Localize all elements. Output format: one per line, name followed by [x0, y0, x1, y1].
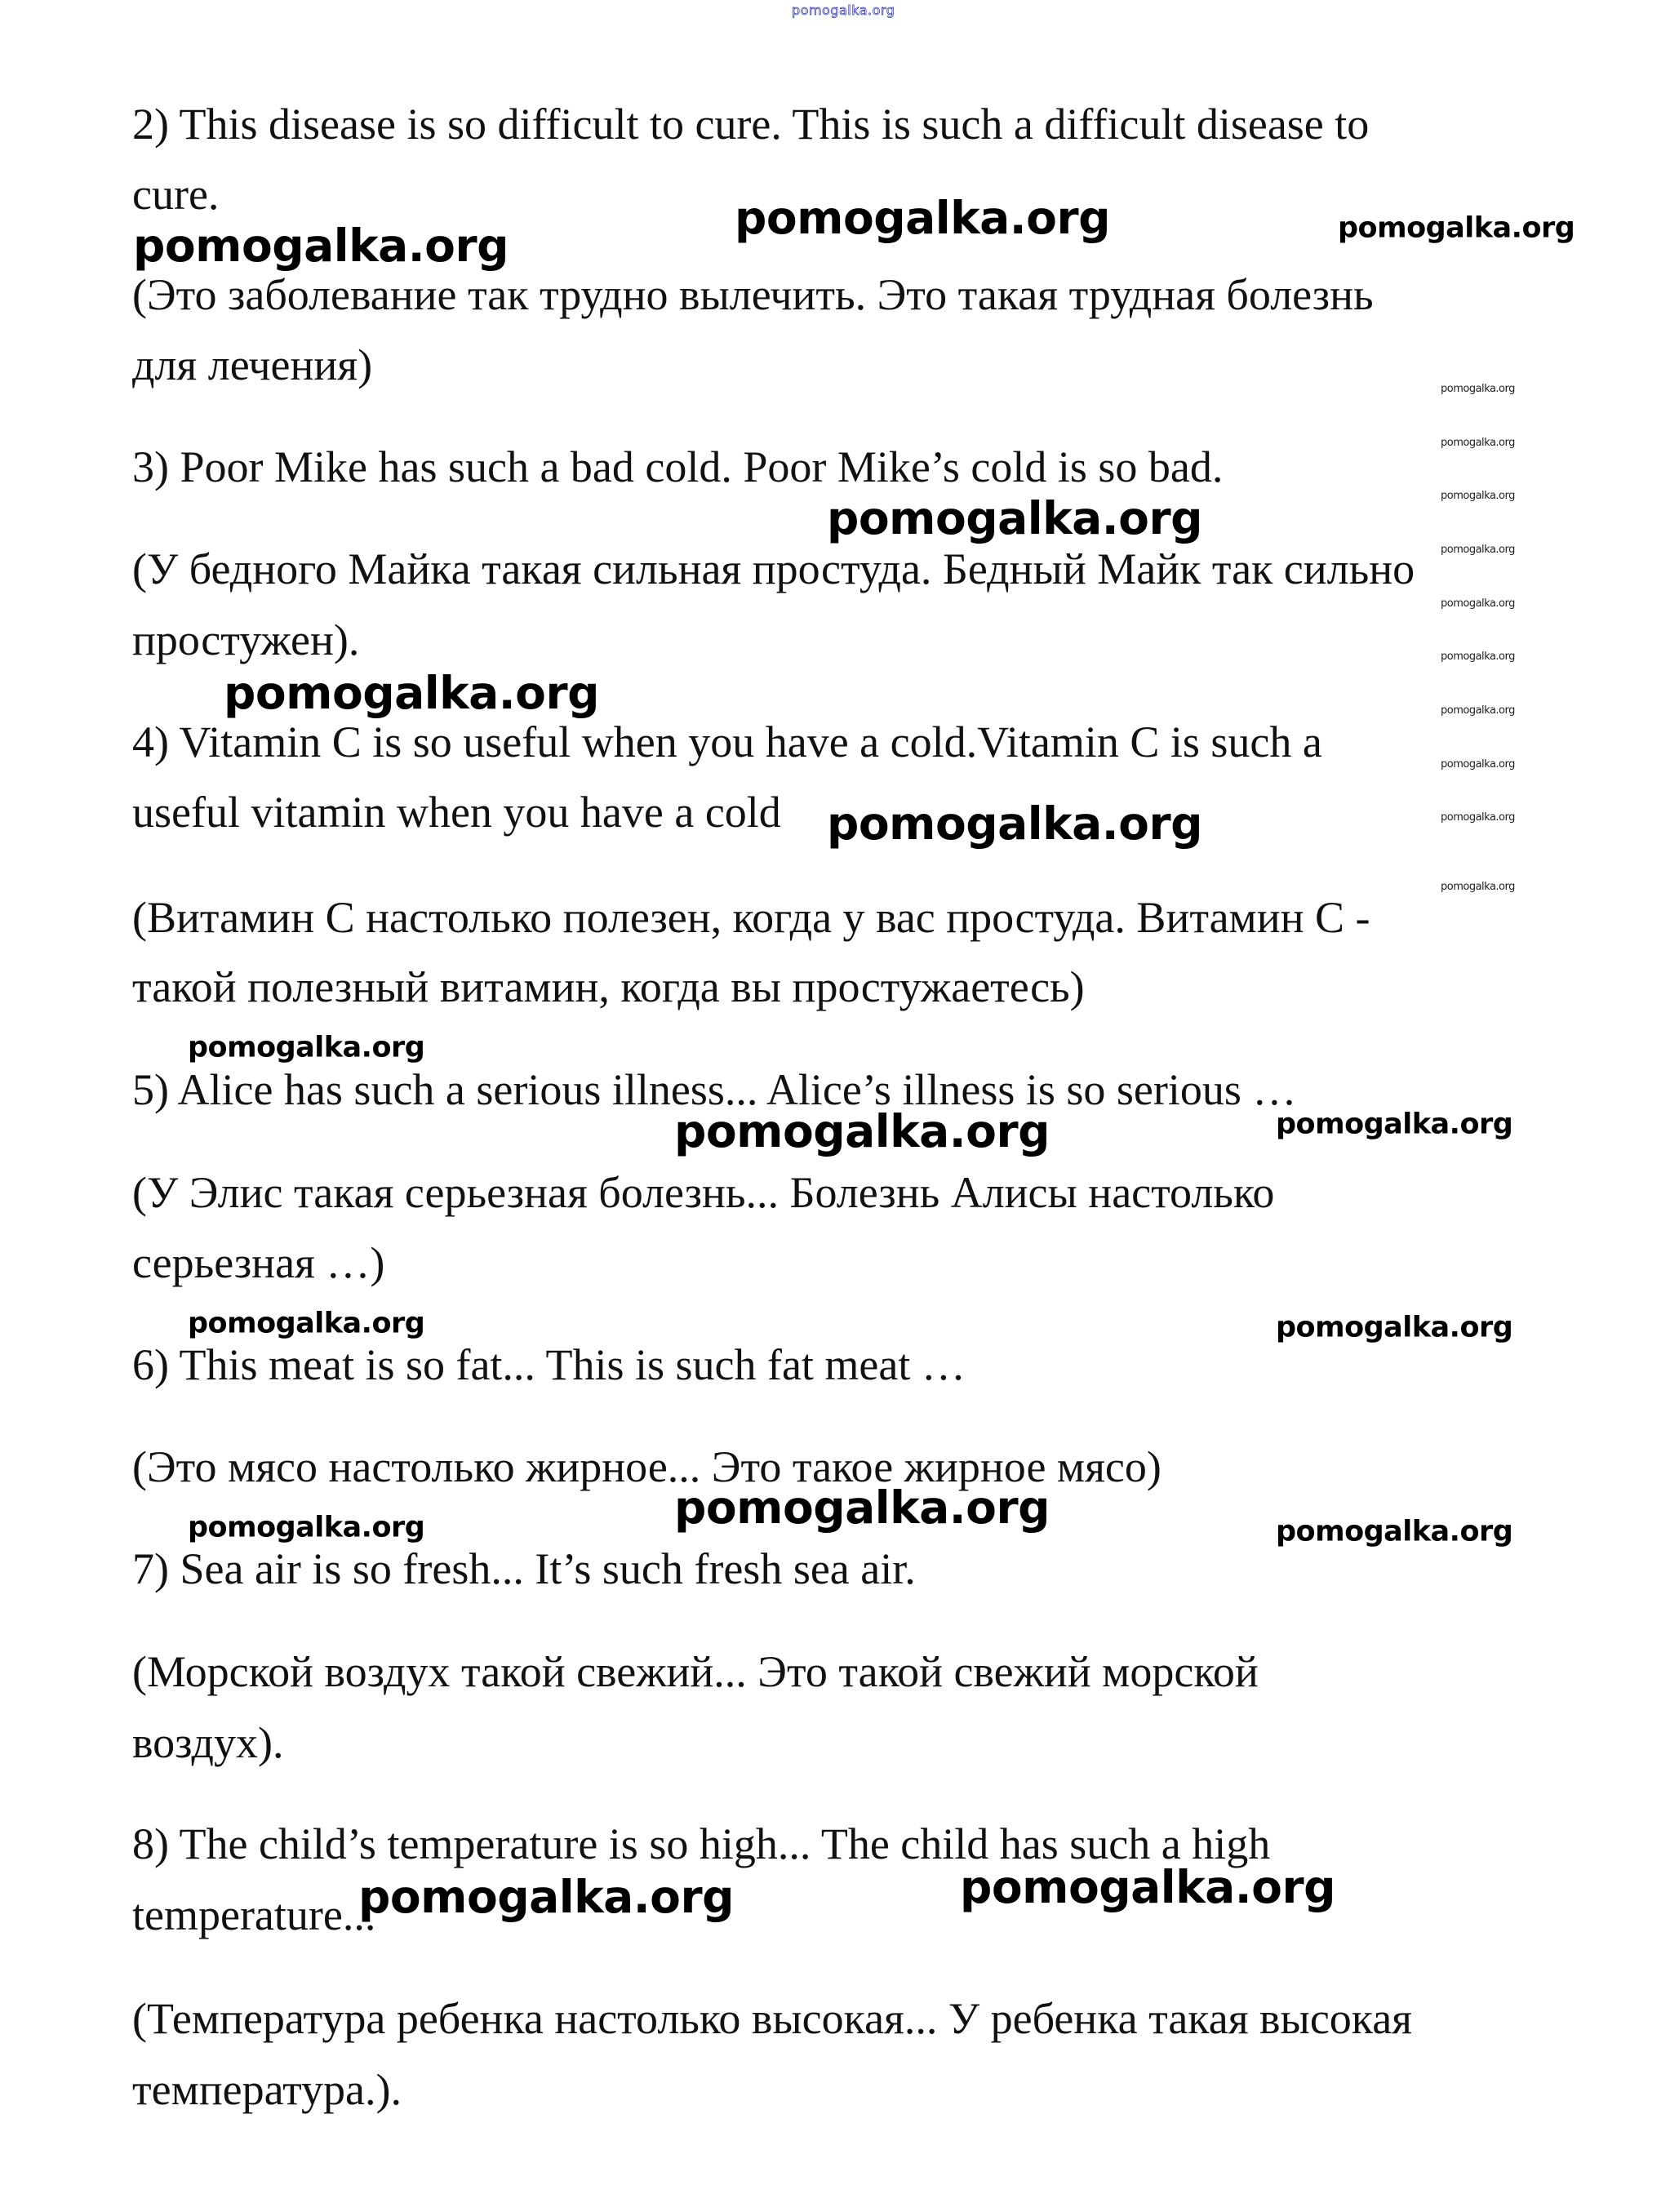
item-5-ru-line-1: (У Элис такая серьезная болезнь... Болезнь Алисы настолько [132, 1167, 1275, 1217]
item-6-ru-line-1: (Это мясо настолько жирное... Это такое жирное мясо) [132, 1441, 1162, 1491]
watermark: pomogalka.org [133, 220, 509, 273]
item-2-en-line-2: cure. [132, 169, 220, 219]
item-3-en-line-1: 3) Poor Mike has such a bad cold. Poor Mike’s cold is so bad. [132, 442, 1224, 491]
item-7-ru-line-1: (Морской воздух такой свежий... Это такой свежий морской [132, 1646, 1259, 1696]
watermark-small: pomogalka.org [1441, 543, 1515, 556]
watermark: pomogalka.org [188, 1511, 425, 1544]
watermark: pomogalka.org [224, 667, 599, 720]
item-7-ru-line-2: воздух). [132, 1717, 284, 1767]
item-4-en-line-1: 4) Vitamin C is so useful when you have a cold.Vitamin C is such a [132, 717, 1322, 766]
watermark: pomogalka.org [827, 797, 1202, 851]
watermark-small: pomogalka.org [1441, 436, 1515, 449]
watermark-small: pomogalka.org [1441, 597, 1515, 610]
item-8-en-line-1: 8) The child’s temperature is so high... The child has such a high [132, 1819, 1271, 1868]
watermark: pomogalka.org [188, 1031, 425, 1064]
watermark-small: pomogalka.org [1441, 382, 1515, 395]
item-6-en-line-1: 6) This meat is so fat... This is such fat meat … [132, 1339, 966, 1389]
watermark: pomogalka.org [1276, 1108, 1513, 1141]
watermark: pomogalka.org [674, 1105, 1050, 1158]
item-2-ru-line-1: (Это заболевание так трудно вылечить. Это такая трудная болезнь [132, 269, 1374, 319]
item-5-en-line-1: 5) Alice has such a serious illness... Alice’s illness is so serious … [132, 1064, 1297, 1114]
item-4-ru-line-2: такой полезный витамин, когда вы простужаетесь) [132, 962, 1085, 1011]
watermark: pomogalka.org [960, 1861, 1335, 1914]
item-4-en-line-2: useful vitamin when you have a cold [132, 787, 781, 837]
watermark-small: pomogalka.org [1441, 811, 1515, 824]
item-8-ru-line-1: (Температура ребенка настолько высокая... У ребенка такая высокая [132, 1993, 1413, 2043]
item-4-ru-line-1: (Витамин С настолько полезен, когда у вас простуда. Витамин С - [132, 892, 1370, 942]
item-3-ru-line-1: (У бедного Майка такая сильная простуда. Бедный Майк так сильно [132, 544, 1415, 593]
item-8-en-line-2: temperature... [132, 1890, 376, 1939]
watermark: pomogalka.org [735, 192, 1110, 245]
item-2-en-line-1: 2) This disease is so difficult to cure. This is such a difficult disease to [132, 99, 1370, 149]
watermark: pomogalka.org [1276, 1515, 1513, 1548]
watermark: pomogalka.org [358, 1871, 734, 1924]
watermark-small: pomogalka.org [1441, 704, 1515, 717]
watermark-small: pomogalka.org [1441, 489, 1515, 502]
item-2-ru-line-2: для лечения) [132, 340, 373, 389]
watermark-small: pomogalka.org [1441, 880, 1515, 893]
watermark: pomogalka.org [674, 1481, 1050, 1535]
header-watermark: pomogalka.org [792, 2, 895, 18]
item-7-en-line-1: 7) Sea air is so fresh... It’s such fresh sea air. [132, 1544, 916, 1593]
item-3-ru-line-2: простужен). [132, 615, 360, 664]
watermark: pomogalka.org [827, 492, 1202, 545]
watermark-small: pomogalka.org [1441, 650, 1515, 663]
watermark: pomogalka.org [1338, 211, 1575, 245]
item-8-ru-line-2: температура.). [132, 2064, 402, 2114]
watermark: pomogalka.org [1276, 1311, 1513, 1344]
watermark: pomogalka.org [188, 1307, 425, 1340]
item-5-ru-line-2: серьезная …) [132, 1237, 385, 1287]
watermark-small: pomogalka.org [1441, 757, 1515, 771]
